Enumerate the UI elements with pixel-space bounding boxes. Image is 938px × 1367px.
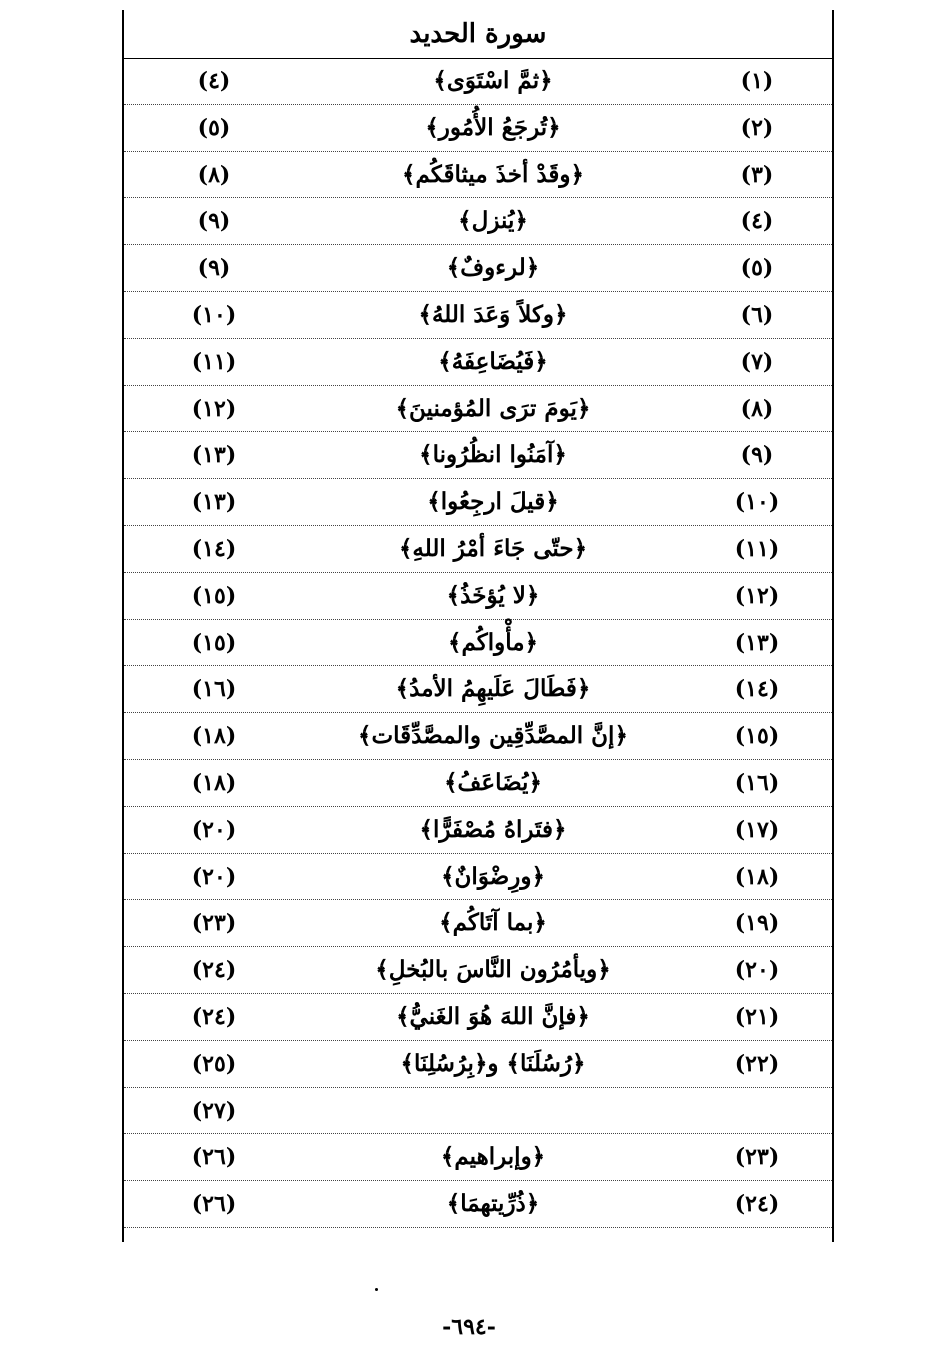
word-cell: ﴿قيلَ ارجِعُوا﴾ — [427, 488, 559, 516]
index-cell: (١٩) — [734, 910, 780, 937]
table-row — [124, 526, 832, 573]
table-row — [124, 620, 832, 667]
index-cell: (٢٢) — [734, 1050, 780, 1077]
verse-number-cell: (١٤) — [191, 535, 237, 562]
table-row — [124, 854, 832, 901]
verse-number-cell: (١٣) — [191, 489, 237, 516]
word-cell: ﴿بما آتَاكُم﴾ — [439, 909, 547, 937]
index-cell: (٢٠) — [734, 957, 780, 984]
index-cell: (٩) — [740, 442, 774, 469]
index-cell: (٦) — [740, 301, 774, 328]
index-cell: (٣) — [740, 161, 774, 188]
table-row — [124, 245, 832, 292]
index-cell: (٤) — [740, 208, 774, 235]
word-cell: ﴿يُنزل﴾ — [458, 207, 528, 235]
table-row — [124, 339, 832, 386]
word-cell: ﴿وإبراهيم﴾ — [440, 1143, 546, 1171]
table-row — [124, 198, 832, 245]
verse-number-cell: (١٣) — [191, 442, 237, 469]
verse-number-cell: (٤) — [197, 68, 231, 94]
verse-number-cell: (٢٣) — [191, 910, 237, 937]
index-cell: (١٤) — [734, 676, 780, 703]
word-cell: ﴿يَومَ ترَى المُؤمنينَ﴾ — [395, 394, 591, 422]
surah-title: سورة الحديد — [124, 10, 832, 59]
word-cell: ﴿وقَدْ أخذَ ميثاقَكُم﴾ — [401, 160, 585, 188]
word-cell: ﴿وكلاً وَعَدَ اللهُ﴾ — [418, 300, 568, 328]
table-row — [124, 573, 832, 620]
word-cell: ﴿ويأمُرُون النَّاسَ بالبُخلِ﴾ — [375, 956, 611, 984]
index-cell: (٢٣) — [734, 1144, 780, 1171]
word-cell: ﴿يُضَاعَفُ﴾ — [444, 768, 542, 796]
word-cell: ﴿إنَّ المصَّدِّقِين والمصَّدِّقَات﴾ — [358, 722, 628, 750]
verse-number-cell: (١٢) — [191, 395, 237, 422]
verse-number-cell: (١٠) — [191, 301, 237, 328]
word-cell: ﴿لا يُؤخَذُ﴾ — [446, 581, 540, 609]
index-cell: (٥) — [740, 255, 774, 282]
verse-number-cell: (٢٦) — [191, 1191, 237, 1218]
verse-number-cell: (١١) — [191, 348, 237, 375]
table-row — [124, 292, 832, 339]
verse-number-cell: (١٨) — [191, 769, 237, 796]
table-row — [124, 386, 832, 433]
table-body — [124, 58, 832, 1228]
verse-number-cell: (١٥) — [191, 582, 237, 609]
verse-number-cell: (١٨) — [191, 723, 237, 750]
word-cell: ﴿آمَنُوا انظُرُونا﴾ — [419, 441, 567, 469]
index-cell: (١٢) — [734, 582, 780, 609]
word-cell: ﴿فَيُضَاعِفَهُ﴾ — [438, 347, 548, 375]
index-cell: (٧) — [740, 348, 774, 375]
verse-number-cell: (٩) — [197, 255, 231, 282]
stray-dot — [375, 1288, 378, 1291]
word-cell: ﴿ورِضْوَانٌ﴾ — [441, 862, 545, 890]
word-cell: ﴿مأْواكُم﴾ — [447, 628, 539, 656]
table-row — [124, 760, 832, 807]
index-cell: (٢٤) — [734, 1191, 780, 1218]
word-cell: ﴿ذُرِّيتهمَا﴾ — [446, 1190, 540, 1218]
word-cell: ﴿فإنَّ اللهَ هُوَ الغَنيُّ﴾ — [396, 1002, 590, 1030]
table-row — [124, 58, 832, 105]
index-cell: (٢١) — [734, 1003, 780, 1030]
word-cell: ﴿ثمَّ اسْتَوَى﴾ — [433, 67, 553, 94]
verse-number-cell: (٢٧) — [191, 1097, 237, 1124]
table-row — [124, 479, 832, 526]
verse-number-cell: (٢٠) — [191, 863, 237, 890]
table-row — [124, 1134, 832, 1181]
index-cell: (١٥) — [734, 723, 780, 750]
verse-number-cell: (٢٤) — [191, 1003, 237, 1030]
table-row — [124, 152, 832, 199]
index-cell: (١٦) — [734, 769, 780, 796]
table-row — [124, 900, 832, 947]
index-cell: (١١) — [734, 535, 780, 562]
verse-number-cell: (١٥) — [191, 629, 237, 656]
verse-number-cell: (٥) — [197, 114, 231, 141]
verse-number-cell: (٢٥) — [191, 1050, 237, 1077]
word-cell: ﴿لرءوفٌ﴾ — [446, 254, 540, 282]
verse-number-cell: (٢٠) — [191, 816, 237, 843]
table-row — [124, 432, 832, 479]
table-row — [124, 807, 832, 854]
word-cell: ﴿تُرجَعُ الأُمُور﴾ — [425, 113, 561, 141]
index-cell: (٨) — [740, 395, 774, 422]
index-cell: (١) — [740, 68, 774, 94]
verse-number-cell: (٢٦) — [191, 1144, 237, 1171]
word-cell: ﴿فتَراهُ مُصْفَرًّا﴾ — [419, 815, 567, 843]
index-cell: (١٠) — [734, 489, 780, 516]
index-cell: (١٣) — [734, 629, 780, 656]
table-row — [124, 713, 832, 760]
table-row — [124, 1088, 832, 1135]
index-cell: (٢) — [740, 114, 774, 141]
table-row — [124, 994, 832, 1041]
table-frame — [122, 10, 834, 1242]
verse-number-cell: (٩) — [197, 208, 231, 235]
table-row — [124, 666, 832, 713]
index-cell: (١٨) — [734, 863, 780, 890]
word-cell: ﴿حتّى جَاءَ أمْرُ اللهِ﴾ — [398, 534, 588, 562]
page-number: -٦٩٤- — [442, 1314, 496, 1340]
word-cell: ﴿فَطَالَ عَلَيهِمُ الأمدُ﴾ — [395, 675, 591, 703]
verse-number-cell: (٢٤) — [191, 957, 237, 984]
word-cell: ﴿رُسُلَنَا﴾ و﴿بِرُسُلِنَا﴾ — [400, 1049, 586, 1077]
table-row — [124, 1041, 832, 1088]
verse-number-cell: (١٦) — [191, 676, 237, 703]
table-row — [124, 1181, 832, 1228]
table-row — [124, 947, 832, 994]
index-cell: (١٧) — [734, 816, 780, 843]
verse-number-cell: (٨) — [197, 161, 231, 188]
table-row — [124, 105, 832, 152]
